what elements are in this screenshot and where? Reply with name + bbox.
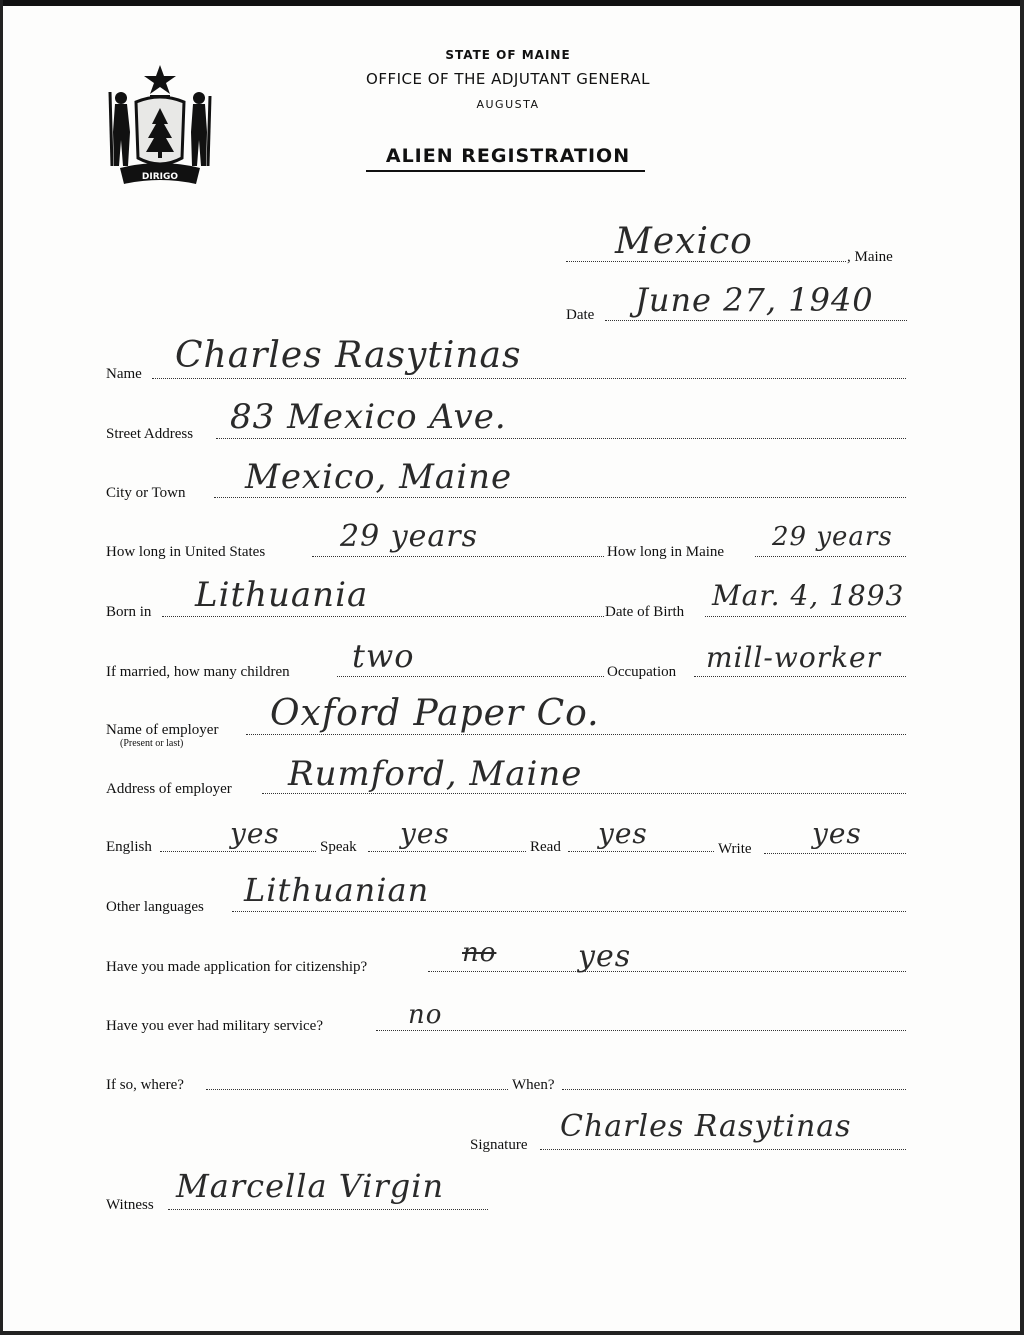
read-line bbox=[568, 851, 714, 852]
scan-border-top bbox=[0, 0, 1024, 6]
street-address-line bbox=[216, 438, 906, 439]
other-languages-line bbox=[232, 911, 906, 912]
where-label: If so, where? bbox=[106, 1077, 184, 1093]
how-long-us-value: 29 years bbox=[340, 519, 479, 554]
how-long-maine-label: How long in Maine bbox=[607, 544, 725, 560]
witness-line bbox=[168, 1209, 488, 1210]
born-in-line bbox=[162, 616, 604, 617]
english-label: English bbox=[106, 839, 152, 855]
english-value: yes bbox=[230, 817, 280, 850]
witness-label: Witness bbox=[106, 1197, 154, 1213]
where-line bbox=[206, 1089, 508, 1090]
dob-line bbox=[705, 616, 906, 617]
write-line bbox=[764, 853, 906, 854]
occupation-label: Occupation bbox=[607, 664, 677, 680]
employer-name-line bbox=[246, 734, 906, 735]
military-value: no bbox=[408, 1000, 443, 1030]
citizenship-line bbox=[428, 971, 906, 972]
street-address-label: Street Address bbox=[106, 426, 194, 442]
how-long-us-label: How long in United States bbox=[106, 544, 266, 560]
children-label: If married, how many children bbox=[106, 664, 290, 680]
speak-line bbox=[368, 851, 526, 852]
date-line bbox=[605, 320, 907, 321]
signature-line bbox=[540, 1149, 906, 1150]
dob-label: Date of Birth bbox=[605, 604, 685, 620]
military-label: Have you ever had military service? bbox=[106, 1018, 323, 1034]
signature-value: Charles Rasytinas bbox=[560, 1109, 852, 1144]
occupation-value: mill-worker bbox=[706, 641, 882, 674]
speak-label: Speak bbox=[320, 839, 357, 855]
other-languages-label: Other languages bbox=[106, 899, 204, 915]
date-value: June 27, 1940 bbox=[635, 281, 874, 319]
children-line bbox=[337, 676, 604, 677]
city-value: Mexico, Maine bbox=[245, 457, 513, 497]
employer-name-value: Oxford Paper Co. bbox=[270, 693, 600, 734]
when-line bbox=[562, 1089, 906, 1090]
citizenship-label: Have you made application for citizenship? bbox=[106, 959, 368, 975]
children-value: two bbox=[352, 637, 415, 675]
born-in-value: Lithuania bbox=[195, 575, 369, 615]
occupation-line bbox=[694, 676, 906, 677]
scan-border-right bbox=[1020, 0, 1024, 1335]
english-line bbox=[160, 851, 316, 852]
write-value: yes bbox=[812, 817, 862, 850]
place-label: , Maine bbox=[847, 249, 893, 265]
state-seal-icon bbox=[106, 62, 214, 188]
employer-name-sublabel: (Present or last) bbox=[120, 738, 184, 749]
city-label: City or Town bbox=[106, 485, 186, 501]
when-label: When? bbox=[512, 1077, 555, 1093]
name-label: Name bbox=[106, 366, 142, 382]
read-value: yes bbox=[598, 817, 648, 850]
citizenship-struck-value: no bbox=[462, 938, 497, 968]
how-long-maine-value: 29 years bbox=[772, 522, 893, 552]
city-line bbox=[214, 497, 906, 498]
born-in-label: Born in bbox=[106, 604, 152, 620]
header-state: STATE OF MAINE bbox=[445, 48, 571, 62]
employer-address-value: Rumford, Maine bbox=[288, 754, 583, 794]
place-value: Mexico bbox=[615, 221, 753, 262]
header-city: AUGUSTA bbox=[476, 98, 540, 111]
seal-motto: DIRIGO bbox=[141, 172, 179, 182]
employer-name-label: Name of employer bbox=[106, 722, 219, 738]
other-languages-value: Lithuanian bbox=[244, 871, 430, 909]
title-underline bbox=[366, 170, 645, 172]
header-office: OFFICE OF THE ADJUTANT GENERAL bbox=[366, 70, 650, 88]
speak-value: yes bbox=[400, 817, 450, 850]
name-value: Charles Rasytinas bbox=[175, 335, 522, 376]
date-label: Date bbox=[566, 307, 595, 323]
form-title: ALIEN REGISTRATION bbox=[385, 145, 631, 167]
witness-value: Marcella Virgin bbox=[176, 1167, 445, 1205]
military-line bbox=[376, 1030, 906, 1031]
scan-border-left bbox=[0, 0, 3, 1335]
signature-label: Signature bbox=[470, 1137, 528, 1153]
scan-border-bottom bbox=[0, 1331, 1024, 1335]
how-long-us-line bbox=[312, 556, 604, 557]
citizenship-value: yes bbox=[578, 939, 632, 974]
street-address-value: 83 Mexico Ave. bbox=[230, 397, 507, 437]
read-label: Read bbox=[530, 839, 561, 855]
name-line bbox=[152, 378, 906, 379]
dob-value: Mar. 4, 1893 bbox=[712, 579, 905, 612]
employer-address-label: Address of employer bbox=[106, 781, 232, 797]
write-label: Write bbox=[718, 841, 752, 857]
how-long-maine-line bbox=[755, 556, 906, 557]
